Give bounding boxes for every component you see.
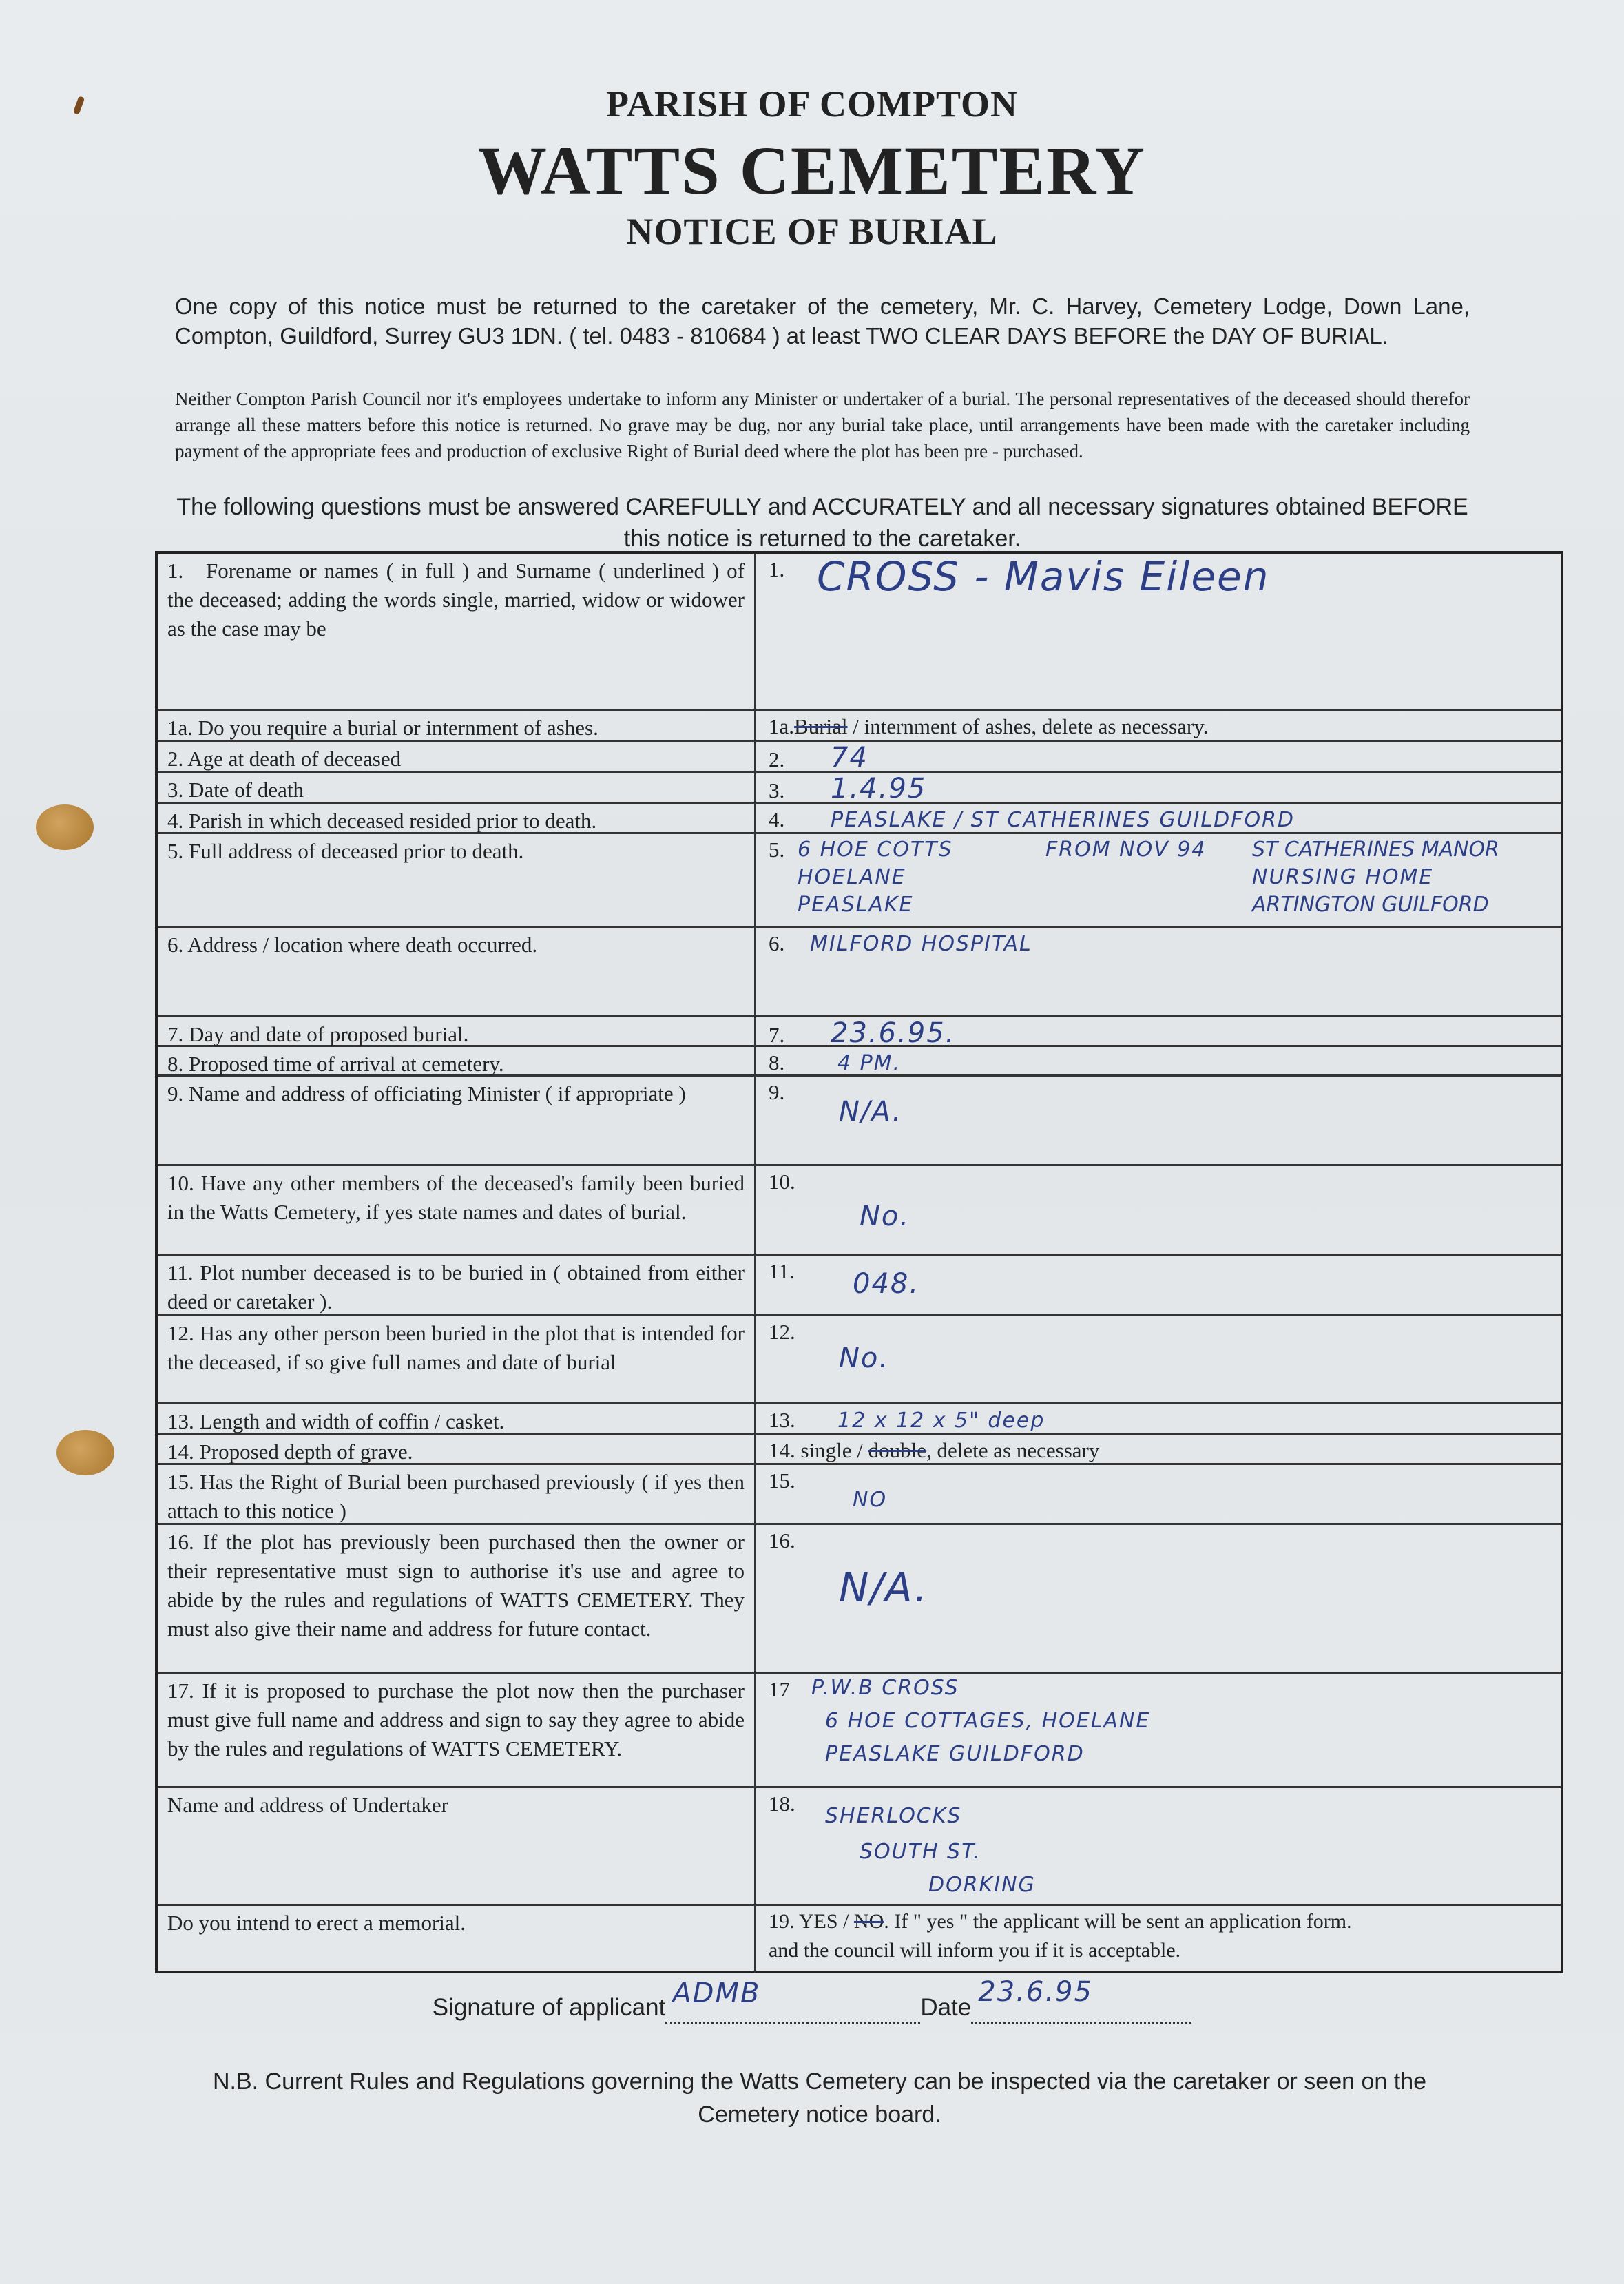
answer-cell[interactable]: 7. 23.6.95. (769, 1017, 956, 1049)
signature-field[interactable] (665, 1977, 920, 2024)
handwritten-minister: N/A. (839, 1096, 903, 1128)
question-cell: 1. Forename or names ( in full ) and Surname ( underlined ) of the deceased; adding the words single, married, widow or widower as the case may be (158, 554, 756, 709)
table-row (158, 1077, 1561, 1166)
question-cell: 2. Age at death of deceased (158, 742, 756, 771)
handwritten-signature: ADMB (672, 1977, 761, 2009)
small-print-paragraph: Neither Compton Parish Council nor it's employees undertake to inform any Minister or undertaker of a burial. The personal representatives of the deceased should therefor arrange all these matters before this notice is returned. No grave may be dug, nor any burial take place, until arrangements have been made with the caretaker including payment of the appropriate fees and production of exclusive Right of Burial deed where the plot has been pre - purchased. (175, 388, 1470, 461)
table-row (158, 742, 1561, 773)
question-cell: 1a. Do you require a burial or internment of ashes. (158, 711, 756, 740)
intro-paragraph: One copy of this notice must be returned to the caretaker of the cemetery, Mr. C. Harvey, Cemetery Lodge, Down Lane, Compton, Guildford, Surrey GU3 1DN. ( tel. 0483 - 810684 ) at least TWO CLEAR DAYS BEFORE the DAY OF BURIAL. (175, 293, 1470, 349)
question-cell: 13. Length and width of coffin / casket. (158, 1404, 756, 1433)
table-row (158, 1166, 1561, 1256)
question-cell: 5. Full address of deceased prior to death. (158, 834, 756, 926)
handwritten-arrival-time: 4 PM. (837, 1051, 902, 1075)
handwritten-parish: PEASLAKE / ST CATHERINES GUILDFORD (831, 808, 1295, 832)
cemetery-title: WATTS CEMETERY (477, 132, 1147, 209)
handwritten-address-line: ARTINGTON GUILFORD (1252, 893, 1489, 917)
handwritten-address-note: FROM NOV 94 (1045, 838, 1207, 862)
handwritten-date-of-death: 1.4.95 (831, 773, 927, 804)
table-row (158, 711, 1561, 742)
burial-form-table (155, 551, 1563, 1973)
punch-hole-top (36, 804, 94, 850)
question-cell: 3. Date of death (158, 773, 756, 802)
answer-cell[interactable]: 12. No. (769, 1320, 890, 1374)
handwritten-owner-authorisation: N/A. (839, 1564, 929, 1611)
handwritten-undertaker-line: SHERLOCKS (825, 1804, 962, 1828)
answer-cell[interactable]: 11. 048. (769, 1259, 920, 1300)
answer-cell[interactable]: 3. 1.4.95 (769, 773, 927, 804)
table-row (158, 1525, 1561, 1674)
answer-cell[interactable]: 2. 74 (769, 742, 868, 774)
handwritten-undertaker-line: DORKING (928, 1873, 1036, 1897)
question-cell: 8. Proposed time of arrival at cemetery. (158, 1047, 756, 1074)
answer-cell[interactable]: 6. MILFORD HOSPITAL (769, 931, 1032, 956)
answer-cell[interactable]: 10. No. (769, 1170, 910, 1232)
question-cell: 15. Has the Right of Burial been purchased previously ( if yes then attach to this notice ) (158, 1465, 756, 1523)
table-row (158, 1465, 1561, 1525)
question-cell: 17. If it is proposed to purchase the plot now then the purchaser must give full name and address and sign to say they agree to abide by the rules and regulations of WATTS CEMETERY. (158, 1674, 756, 1786)
handwritten-coffin-size: 12 x 12 x 5" deep (837, 1409, 1045, 1433)
question-cell: 6. Address / location where death occurred. (158, 928, 756, 1015)
table-row (158, 1316, 1561, 1404)
handwritten-address-line: PEASLAKE (798, 893, 914, 917)
handwritten-burial-date: 23.6.95. (831, 1017, 956, 1049)
table-row (158, 928, 1561, 1017)
answer-cell[interactable]: 18. SHERLOCKS SOUTH ST. DORKING (756, 1788, 1561, 1904)
table-row (158, 1674, 1561, 1788)
handwritten-signature-date: 23.6.95 (978, 1976, 1093, 2008)
question-cell: 10. Have any other members of the deceased's family been buried in the Watts Cemetery, if yes state names and dates of burial. (158, 1166, 756, 1254)
handwritten-purchaser-line: PEASLAKE GUILDFORD (825, 1742, 1085, 1766)
table-row (158, 1404, 1561, 1435)
answer-cell[interactable]: 9. N/A. (769, 1080, 903, 1128)
answer-cell[interactable]: 8. 4 PM. (769, 1050, 902, 1075)
instructions-paragraph: The following questions must be answered CAREFULLY and ACCURATELY and all necessary signatures obtained BEFORE this notice is returned to the caretaker. (176, 494, 1468, 552)
rules-note: N.B. Current Rules and Regulations governing the Watts Cemetery can be inspected via the caretaker or seen on the Cemetery notice board. (212, 2068, 1427, 2128)
answer-cell[interactable]: 1. CROSS - Mavis Eileen (769, 553, 1270, 600)
table-row (158, 834, 1561, 928)
handwritten-undertaker-line: SOUTH ST. (860, 1840, 981, 1864)
question-cell: Do you intend to erect a memorial. (158, 1906, 756, 1973)
question-cell: 14. Proposed depth of grave. (158, 1435, 756, 1463)
handwritten-other-person: No. (839, 1342, 890, 1374)
table-row (158, 804, 1561, 834)
handwritten-family-burials: No. (860, 1201, 910, 1232)
handwritten-plot-number: 048. (853, 1268, 920, 1300)
table-row (158, 1017, 1561, 1047)
question-cell: 16. If the plot has previously been purchased then the owner or their representative must sign to authorise it's use and agree to abide by the rules and regulations of WATTS CEMETERY. They must also give their name and address for future contact. (158, 1525, 756, 1672)
handwritten-address-line: NURSING HOME (1252, 865, 1434, 889)
punch-hole-bottom (56, 1430, 114, 1475)
date-field[interactable] (971, 1976, 1191, 2024)
table-row (158, 1047, 1561, 1077)
table-row (158, 554, 1561, 711)
signature-label: Signature of applicant (432, 1994, 666, 2021)
table-row (158, 1256, 1561, 1316)
answer-cell[interactable]: 14. single / double, delete as necessary (769, 1438, 1100, 1462)
answer-cell[interactable]: 1a.Burial / internment of ashes, delete as necessary. (769, 714, 1209, 738)
question-cell: 7. Day and date of proposed burial. (158, 1017, 756, 1045)
table-row (158, 773, 1561, 804)
signature-line (0, 1976, 1624, 2024)
question-cell: Name and address of Undertaker (158, 1788, 756, 1904)
question-cell: 9. Name and address of officiating Minister ( if appropriate ) (158, 1077, 756, 1164)
question-cell: 4. Parish in which deceased resided prior to death. (158, 804, 756, 832)
handwritten-address-line: 6 HOE COTTS (798, 838, 953, 862)
notice-subtitle: NOTICE OF BURIAL (626, 211, 998, 252)
answer-cell[interactable]: 13. 12 x 12 x 5" deep (769, 1408, 1045, 1433)
question-cell: 12. Has any other person been buried in the plot that is intended for the deceased, if so give full names and date of burial (158, 1316, 756, 1402)
parish-heading: PARISH OF COMPTON (605, 83, 1018, 125)
table-row (158, 1788, 1561, 1906)
answer-cell[interactable]: 16. N/A. (769, 1528, 929, 1611)
table-row (158, 1435, 1561, 1465)
answer-cell[interactable]: 15. NO (756, 1465, 1561, 1523)
handwritten-purchaser-line: P.W.B CROSS (811, 1676, 959, 1700)
date-label: Date (920, 1994, 972, 2021)
answer-cell[interactable]: 17 P.W.B CROSS 6 HOE COTTAGES, HOELANE PEASLAKE GUILDFORD (756, 1674, 1561, 1786)
answer-cell[interactable]: 5. 6 HOE COTTS HOELANE PEASLAKE FROM NOV 94 ST CATHERINES MANOR NURSING HOME ARTINGTON GUILFORD (756, 834, 1561, 926)
answer-cell[interactable]: 19. YES / NO. If " yes " the applicant will be sent an application form. and the council will inform you if it is acceptable. (769, 1910, 1352, 1962)
question-cell: 11. Plot number deceased is to be buried in ( obtained from either deed or caretaker ). (158, 1256, 756, 1314)
table-row (158, 1906, 1561, 1973)
answer-cell[interactable]: 4. PEASLAKE / ST CATHERINES GUILDFORD (769, 807, 1295, 832)
handwritten-death-place: MILFORD HOSPITAL (810, 932, 1032, 956)
handwritten-address-line: ST CATHERINES MANOR (1252, 838, 1500, 862)
handwritten-name: CROSS - Mavis Eileen (817, 553, 1270, 600)
handwritten-age: 74 (831, 742, 868, 774)
handwritten-address-line: HOELANE (798, 865, 906, 889)
handwritten-purchaser-line: 6 HOE COTTAGES, HOELANE (825, 1709, 1151, 1733)
handwritten-right-purchased: NO (853, 1488, 888, 1512)
